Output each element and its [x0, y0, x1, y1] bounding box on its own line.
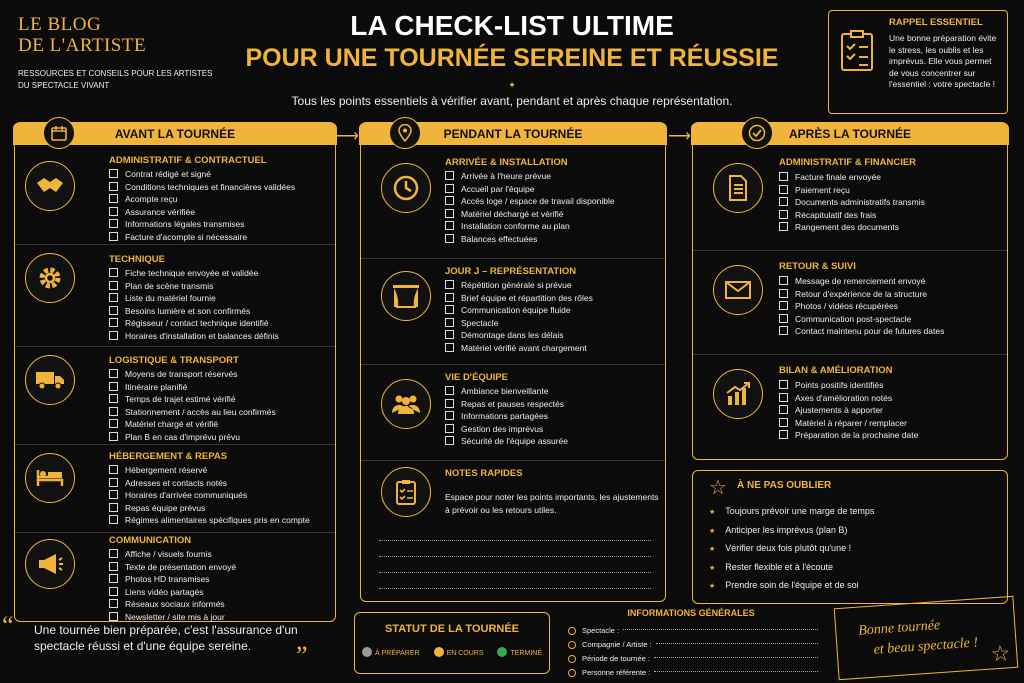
checklist-item[interactable]: Matériel chargé et vérifié	[109, 418, 276, 431]
section-title: BILAN & AMÉLIORATION	[779, 365, 893, 376]
section-admin-financier	[693, 149, 1007, 251]
checklist-item[interactable]: Temps de trajet estimé vérifié	[109, 393, 276, 406]
checklist-item[interactable]: Horaires d'installation et balances définis	[109, 330, 279, 343]
checklist-item[interactable]: Affiche / visuels fournis	[109, 548, 236, 561]
column-title: AVANT LA TOURNÉE	[13, 123, 337, 145]
megaphone-icon	[25, 539, 75, 589]
checklist-item[interactable]: Liste du matériel fournie	[109, 292, 279, 305]
rappel-box	[828, 10, 1008, 114]
section-title: HÉBERGEMENT & REPAS	[109, 451, 228, 462]
stage-curtain-icon	[381, 271, 431, 321]
star-icon: ✦	[508, 80, 516, 90]
section-jour-j	[361, 259, 665, 365]
section-technique	[15, 245, 335, 347]
column-title: PENDANT LA TOURNÉE	[359, 123, 667, 145]
quote-open-icon: “	[2, 611, 14, 640]
checklist-item[interactable]: Documents administratifs transmis	[779, 196, 925, 209]
page-subtitle: Tous les points essentiels à vérifier avant, pendant et après chaque représentation.	[291, 94, 733, 108]
calendar-icon	[43, 117, 75, 149]
info-bullet-icon	[568, 641, 576, 649]
brand-name-line1: LE BLOG	[18, 14, 102, 35]
informations-generales	[558, 608, 824, 680]
envelope-icon	[713, 265, 763, 315]
checklist-item[interactable]: Hébergement réservé	[109, 464, 310, 477]
checklist-item[interactable]: Texte de présentation envoyé	[109, 561, 236, 574]
check-circle-icon	[741, 117, 773, 149]
field-label: Spectacle :	[582, 626, 620, 635]
notes-text: Espace pour noter les points importants, les ajustements à prévoir ou les retours utiles.	[445, 492, 659, 515]
team-icon	[381, 379, 431, 429]
page-title-line2: POUR UNE TOURNÉE SEREINE ET RÉUSSIE	[245, 44, 779, 72]
checklist-item[interactable]: Communication équipe fluide	[445, 304, 593, 317]
section-title: ARRIVÉE & INSTALLATION	[445, 157, 568, 168]
checklist-item[interactable]: Matériel à réparer / remplacer	[779, 417, 918, 430]
checklist-item[interactable]: Régisseur / contact technique identifié	[109, 317, 279, 330]
field-label: Période de tournée :	[582, 654, 650, 663]
checklist-item[interactable]: Préparation de la prochaine date	[779, 429, 918, 442]
checklist-item[interactable]: Informations légales transmises	[109, 218, 295, 231]
notes-lines[interactable]	[379, 525, 651, 589]
clock-icon	[381, 163, 431, 213]
checklist-item[interactable]: Accueil par l'équipe	[445, 183, 615, 196]
checklist-item[interactable]: Facture d'acompte si nécessaire	[109, 231, 295, 244]
info-field-referente[interactable]	[558, 666, 824, 680]
status-label: EN COURS	[446, 650, 484, 657]
checklist-item[interactable]: Ambiance bienveillante	[445, 385, 568, 398]
list-item: ★ Vérifier deux fois plutôt qu'une !	[709, 540, 874, 559]
rappel-title: RAPPEL ESSENTIEL	[889, 17, 983, 28]
checklist-item[interactable]: Plan de scène transmis	[109, 280, 279, 293]
brand-tagline: RESSOURCES ET CONSEILS POUR LES ARTISTES DU SPECTACLE VIVANT	[18, 69, 213, 90]
checklist-item[interactable]: Récapitulatif des frais	[779, 209, 925, 222]
info-bullet-icon	[568, 627, 576, 635]
checklist-item[interactable]: Conditions techniques et financières validées	[109, 181, 295, 194]
checklist-item[interactable]: Message de remerciement envoyé	[779, 275, 944, 288]
section-admin-contractuel	[15, 149, 335, 245]
section-title: ADMINISTRATIF & FINANCIER	[779, 157, 917, 168]
checklist-item[interactable]: Matériel déchargé et vérifié	[445, 208, 615, 221]
checklist-item[interactable]: Horaires d'arrivée communiqués	[109, 489, 310, 502]
checklist-item[interactable]: Brief équipe et répartition des rôles	[445, 292, 593, 305]
checklist-item[interactable]: Ajustements à apporter	[779, 404, 918, 417]
checklist-item[interactable]: Repas et pauses respectés	[445, 398, 568, 411]
checklist-item[interactable]: Photos / vidéos récupérées	[779, 300, 944, 313]
checklist-item[interactable]: Acompte reçu	[109, 193, 295, 206]
section-vie-equipe	[361, 365, 665, 461]
field-label: Compagnie / Artiste :	[582, 640, 652, 649]
section-retour-suivi	[693, 251, 1007, 355]
checklist-item[interactable]: Repas équipe prévus	[109, 502, 310, 515]
status-option-a-preparer[interactable]	[362, 647, 420, 657]
checklist-item[interactable]: Spectacle	[445, 317, 593, 330]
statut-box	[354, 612, 550, 674]
checklist-item[interactable]: Retour d'expérience de la structure	[779, 288, 944, 301]
checklist-item[interactable]: Rangement des documents	[779, 221, 925, 234]
checklist-item[interactable]: Régimes alimentaires spécifiques pris en compte	[109, 514, 310, 527]
checklist-item[interactable]: Assurance vérifiée	[109, 206, 295, 219]
field-label: Personne référente :	[582, 668, 651, 677]
section-title: LOGISTIQUE & TRANSPORT	[109, 355, 239, 366]
arrow-right-icon: ⟶	[668, 128, 691, 145]
list-item: ★ Prendre soin de l'équipe et de soi	[709, 577, 874, 596]
checklist-icon	[839, 29, 879, 73]
checklist-item[interactable]: Sécurité de l'équipe assurée	[445, 435, 568, 448]
checklist-item[interactable]: Balances effectuées	[445, 233, 615, 246]
info-field-periode[interactable]	[558, 652, 824, 666]
star-outline-icon: ☆	[989, 640, 1012, 667]
list-item: ★ Anticiper les imprévus (plan B)	[709, 522, 874, 541]
column-apres	[692, 122, 1008, 460]
location-pin-icon	[389, 117, 421, 149]
bed-icon	[25, 453, 75, 503]
info-bullet-icon	[568, 669, 576, 677]
section-title: NOTES RAPIDES	[445, 468, 523, 479]
checklist-item[interactable]: Réseaux sociaux informés	[109, 598, 236, 611]
checklist-item[interactable]: Besoins lumière et son confirmés	[109, 305, 279, 318]
status-option-termine[interactable]	[497, 647, 542, 657]
checklist-item[interactable]: Plan B en cas d'imprévu prévu	[109, 431, 276, 444]
checklist-item[interactable]: Fiche technique envoyée et validée	[109, 267, 279, 280]
section-title: TECHNIQUE	[109, 254, 165, 265]
checklist-item[interactable]: Itinéraire planifié	[109, 381, 276, 394]
checklist-item[interactable]: Démontage dans les délais	[445, 329, 593, 342]
checklist-item[interactable]: Communication post-spectacle	[779, 313, 944, 326]
checklist-item[interactable]: Contact maintenu pour de futures dates	[779, 325, 944, 338]
checklist-item[interactable]: Informations partagées	[445, 410, 568, 423]
section-title: ADMINISTRATIF & CONTRACTUEL	[109, 155, 267, 166]
closing-line2: et beau spectacle !	[873, 635, 979, 658]
list-item: ★ Toujours prévoir une marge de temps	[709, 503, 874, 522]
gear-icon	[25, 253, 75, 303]
info-bullet-icon	[568, 655, 576, 663]
status-dot-icon	[434, 647, 444, 657]
checklist-item[interactable]: Liens vidéo partagés	[109, 586, 236, 599]
arrow-right-icon: ⟶	[336, 128, 359, 145]
closing-line1: Bonne tournée	[857, 617, 941, 639]
ne-pas-oublier-title: À NE PAS OUBLIER	[737, 480, 832, 491]
star-outline-icon: ☆	[709, 477, 727, 499]
growth-chart-icon	[713, 369, 763, 419]
checklist-item[interactable]: Moyens de transport réservés	[109, 368, 276, 381]
checklist-item[interactable]: Accès loge / espace de travail disponible	[445, 195, 615, 208]
truck-icon	[25, 355, 75, 405]
ne-pas-oublier-box	[692, 470, 1008, 604]
quote-text: Une tournée bien préparée, c'est l'assurance d'un spectacle réussi et d'une équipe sereine.	[34, 623, 298, 653]
page-title: LA CHECK-LIST ULTIME	[350, 10, 674, 41]
brand-name-line2: DE L'ARTISTE	[18, 35, 147, 56]
checklist-item[interactable]: Axes d'amélioration notés	[779, 392, 918, 405]
list-item: ★ Rester flexible et à l'écoute	[709, 559, 874, 578]
status-dot-icon	[497, 647, 507, 657]
handshake-icon	[25, 161, 75, 211]
checklist-item[interactable]: Points positifs identifiés	[779, 379, 918, 392]
clipboard-icon	[381, 467, 431, 517]
status-label: À PRÉPARER	[374, 650, 420, 657]
section-title: VIE D'ÉQUIPE	[445, 372, 508, 383]
checklist-item[interactable]: Répétition générale si prévue	[445, 279, 593, 292]
section-title: JOUR J – REPRÉSENTATION	[445, 266, 577, 277]
document-icon	[713, 163, 763, 213]
checklist-item[interactable]: Contrat rédigé et signé	[109, 168, 295, 181]
checklist-item[interactable]: Newsletter / site mis à jour	[109, 611, 236, 624]
section-notes-rapides	[361, 461, 665, 601]
column-title: APRÈS LA TOURNÉE	[691, 123, 1009, 145]
checklist-item[interactable]: Arrivée à l'heure prévue	[445, 170, 615, 183]
section-communication	[15, 533, 335, 621]
info-field-compagnie[interactable]	[558, 638, 824, 652]
section-logistique	[15, 347, 335, 445]
checklist-item[interactable]: Matériel vérifié avant chargement	[445, 342, 593, 355]
checklist-item[interactable]: Adresses et contacts notés	[109, 477, 310, 490]
info-field-spectacle[interactable]	[558, 624, 824, 638]
status-option-en-cours[interactable]	[434, 647, 484, 657]
checklist-item[interactable]: Paiement reçu	[779, 184, 925, 197]
rappel-text: Une bonne préparation évite le stress, les oublis et les imprévus. Elle vous permet de vous concentrer sur l'essentiel : votre spectacle !	[889, 33, 997, 89]
checklist-item[interactable]: Gestion des imprévus	[445, 423, 568, 436]
section-hebergement	[15, 445, 335, 533]
infos-title: INFORMATIONS GÉNÉRALES	[627, 608, 755, 618]
section-title: RETOUR & SUIVI	[779, 261, 856, 272]
status-label: TERMINÉ	[510, 650, 542, 657]
checklist-item[interactable]: Facture finale envoyée	[779, 171, 925, 184]
section-title: COMMUNICATION	[109, 535, 192, 546]
checklist-item[interactable]: Photos HD transmises	[109, 573, 236, 586]
section-bilan	[693, 355, 1007, 459]
statut-title: STATUT DE LA TOURNÉE	[384, 623, 520, 635]
status-dot-icon	[362, 647, 372, 657]
column-pendant	[360, 122, 666, 602]
closing-stamp	[834, 596, 1019, 680]
checklist-item[interactable]: Installation conforme au plan	[445, 220, 615, 233]
section-arrivee	[361, 149, 665, 259]
quote-close-icon: ”	[296, 641, 308, 670]
checklist-item[interactable]: Stationnement / accès au lieu confirmés	[109, 406, 276, 419]
column-avant	[14, 122, 336, 622]
